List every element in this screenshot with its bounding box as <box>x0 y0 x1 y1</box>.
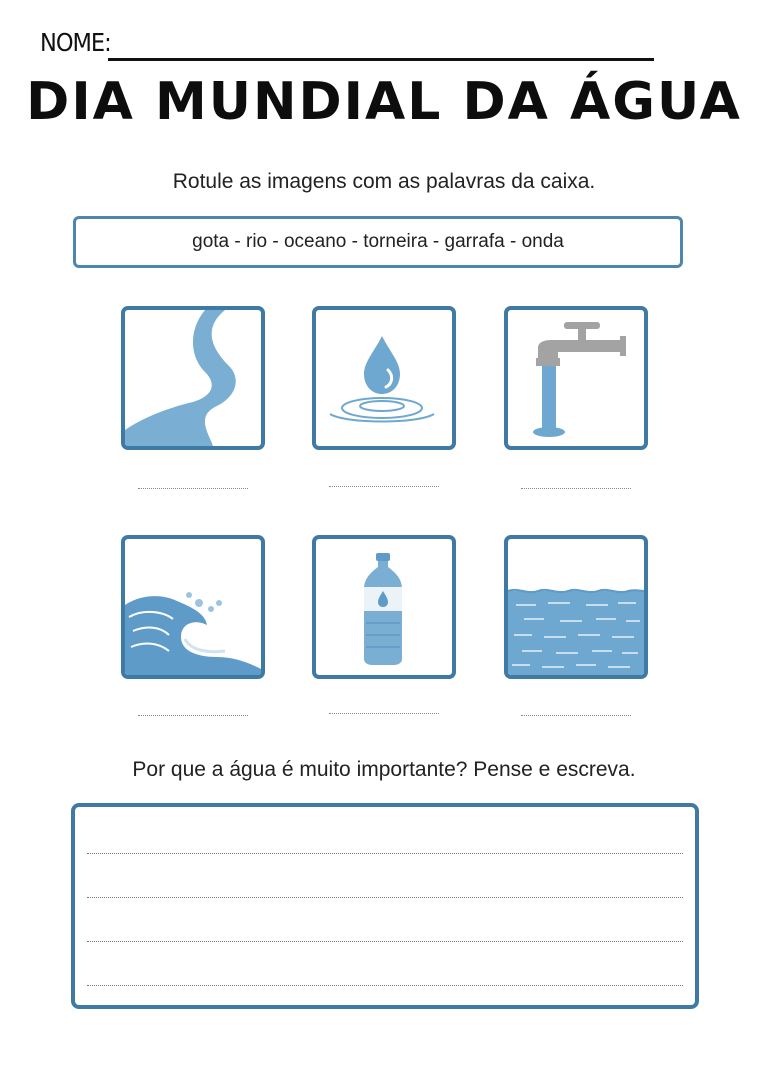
answer-line-wave[interactable] <box>138 715 248 716</box>
card-drop <box>312 306 456 450</box>
wave-icon <box>125 539 261 675</box>
river-icon <box>125 310 261 446</box>
writing-line[interactable] <box>87 853 683 854</box>
name-label: NOME: <box>40 28 111 57</box>
writing-line[interactable] <box>87 941 683 942</box>
name-write-line[interactable] <box>108 58 654 61</box>
writing-line[interactable] <box>87 985 683 986</box>
writing-line[interactable] <box>87 897 683 898</box>
card-wave <box>121 535 265 679</box>
card-bottle <box>312 535 456 679</box>
answer-writing-box[interactable] <box>71 803 699 1009</box>
word-bank-text: gota - rio - oceano - torneira - garrafa - onda <box>192 231 564 252</box>
card-faucet <box>504 306 648 450</box>
answer-line-ocean[interactable] <box>521 715 631 716</box>
page-title: DIA MUNDIAL DA ÁGUA <box>26 72 742 132</box>
word-bank-box <box>73 216 683 268</box>
answer-line-river[interactable] <box>138 488 248 489</box>
water-drop-icon <box>316 310 452 446</box>
answer-line-bottle[interactable] <box>329 713 439 714</box>
card-river <box>121 306 265 450</box>
question-text: Por que a água é muito importante? Pense e escreva. <box>132 758 636 781</box>
ocean-icon <box>508 539 644 675</box>
faucet-icon <box>508 310 644 446</box>
instruction-text: Rotule as imagens com as palavras da caixa. <box>172 170 596 193</box>
answer-line-drop[interactable] <box>329 486 439 487</box>
answer-line-faucet[interactable] <box>521 488 631 489</box>
water-bottle-icon <box>316 539 452 675</box>
card-ocean <box>504 535 648 679</box>
